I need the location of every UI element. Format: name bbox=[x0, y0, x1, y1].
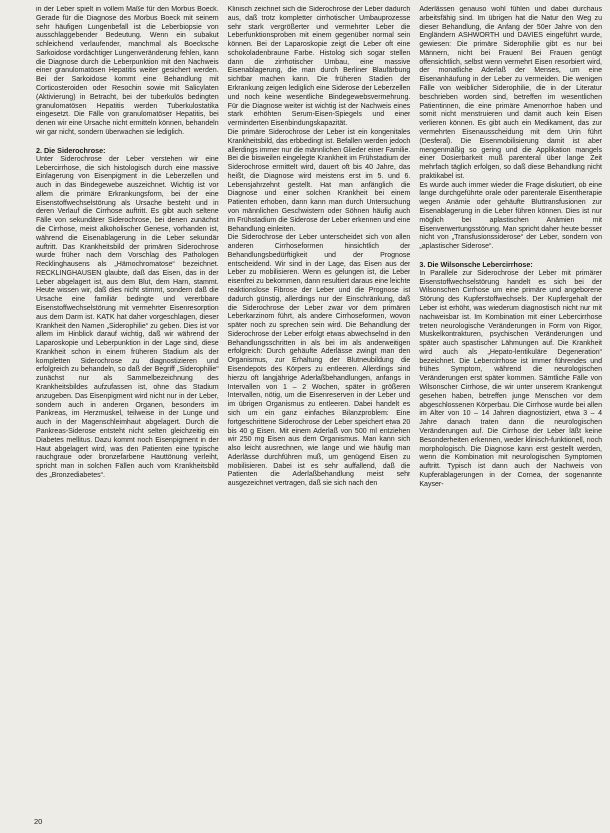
section-heading: 3. Die Wilsonsche Lebercirrhose: bbox=[419, 259, 533, 269]
column-left bbox=[36, 6, 219, 821]
paragraph: Aderlässen genauso wohl fühlen und dabei durchaus arbeitsfähig sind. Im übrigen hat die Natur den Weg zu dieser Behandlung, die Anfang der 50er Jahre von den Engländern ASHWORTH und DAVIES eingeführt wurde, gewiesen: Die primäre Siderophilie gibt es nur bei Männern, nicht bei Frauen! Bei Frauen genügt offensichtlich, selbst wenn vermehrt Eisen resorbiert wird, der monatliche Aderlaß der Menses, um eine Eisenanhäufung in der Leber zu vermeiden. Die wenigen Fälle von weiblicher Siderophilie, die in der Literatur beschrieben worden sind, betreffen im wesentlichen Patientinnen, die eine primäre Amenorrhoe haben und somit nicht menstruieren und damit auch kein Eisen verlieren können. Es gibt auch ein Medikament, das zur vermehrten Eisenausscheidung mit dem Urin führt (Desferal). Die Eisenmobilisierung damit ist aber mengenmäßig so gering und die Applikation mangels einer Dosierbarkeit muß parenteral über lange Zeit mehrfach täglich erfolgen, so daß diese Behandlung nicht praktikabel ist. bbox=[419, 6, 603, 180]
column-middle bbox=[228, 6, 411, 821]
page-number: 20 bbox=[34, 817, 43, 826]
text-columns bbox=[36, 6, 602, 821]
column-right bbox=[419, 6, 602, 821]
paragraph: Klinisch zeichnet sich die Siderochrose der Leber dadurch aus, daß trotz kompletter cirrhotischer Umbauprozesse sehr stark vergrößerter und vermehrter Leber die Leberfunktionsproben mit einem gegenüber normal sein können. Bei der Laparoskopie zeigt die Leber oft eine schokoladenbraune Farbe. Histolog sich sogar stellen dann die zirrhotischer Umbau, eine massive Eisenablagerung, die man durch Berliner Blaufärbung sichtbar machen kann. Die früheren Stadien der Erkrankung zeigen lediglich eine Siderose der Leberzellen und noch keine wesentliche Bindegewebsvermehrung. Für die Diagnose weiter ist wichtig ist der Nachweis eines stark erhöhten Serum-Eisen-Spiegels und einer verminderten Eisenbindungskapazität. bbox=[227, 6, 411, 128]
paragraph: Die primäre Siderochrose der Leber ist ein kongenitales Krankheitsbild, das erbbedingt ist. Befallen werden jedoch allerdings immer nur die männlichen Glieder einer Familie. Bei die bisweilen eingelegte Krankheit im Frühstadium der Siderochrose ermittelt wird, dauert oft bis 40 Jahre, das heißt, die Diagnose wird meistens erst im 5. und 6. Lebensjahrzehnt gestellt. Hat man anfänglich die Diagnose und einer solchen Krankheit bei einem Patienten erhoben, dann kann man durch Untersuchung von männlichen Geschwistern oder Söhnen häufig auch im Frühstadium die Siderose der Leber erkennen und eine Behandlung einleiten. bbox=[227, 128, 411, 233]
paragraph: Es wurde auch immer wieder die Frage diskutiert, ob eine lange durchgeführte orale oder parenterale Eisentherapie wegen Anämie oder gehäufte Bluttransfusionen zur Eisenablagerung in die Leber führen können. Dies ist nur möglich bei aplastischen Anämien mit Eisenverwertungsstörung. Man spricht daher heute besser nicht von „Transfusionssiderose“ der Leber, sondern von „aplastischer Siderose“. bbox=[419, 181, 603, 251]
paragraph: In Parallele zur Siderochrose der Leber mit primärer Eisenstoffwechselstörung handelt es sich bei der Wilsonschen Cirrhose um eine primäre und angeborene Störung des Kupferstoffwechsels. Der Kupfergehalt der Leber ist erhöht, was wiederum diagnostisch nicht nur mit nachweisbar ist. Im Kombination mit einer Lebercirrhose treten neurologische Veränderungen in Form von Rigor, Muskelkontrakturen, psychischen Veränderungen und später auch spastischer Lähmungen auf. Die Krankheit wird auch als „Hepato-lentikuläre Degeneration“ bezeichnet. Die Lebercirrhose ist immer führendes und frühes Symptom, während die neurologischen Veränderungen erst später kommen. Sämtliche Fälle von Wilsonscher Cirrhose, die wir unter unserem Krankengut gesehen haben, betreffen junge Menschen vor dem abgeschlossenen Körperbau. Die Cirrhose wurde bei allen im Alter von 10 – 14 Jahren diagnostiziert, etwa 3 – 4 Jahre danach traten dann die neurologischen Veränderungen auf. Die Cirrhose der Leber läßt keine Besonderheiten erkennen, weder klinisch-funktionell, noch morphologisch. Die Diagnose kann erst gestellt werden, wenn die Kombination mit neurologischen Symptomen auftritt. Typisch ist dann auch der Nachweis von Kupferablagerungen in der Cornea, der sogenannte Kayser- bbox=[419, 269, 603, 488]
paragraph: Unter Siderochrose der Leber verstehen wir eine Lebercirrhose, die sich histologisch durch eine massive Einlagerung von Eisenpigment in die Leberzellen und auch in das Bindegewebe auszeichnet. Wichtig ist vor allem die primäre Erkrankungsform, bei der eine Eisenstoffwechselstörung als Ursache besteht und in deren Verlauf die Cirrhose auftritt. Es gibt auch seltene Fälle von sekundärer Siderochrose, bei denen zunächst die Cirrhose, meist alkoholischer Genese, vorhanden ist, während die Eisenablagerung in die Leber sekundär auftritt. Das Krankheitsbild der primären Siderochrose wurde früher nach dem Vorschlag des Pathologen Recklinghausens als „Hämochromatose“ bezeichnet. RECKLINGHAUSEN glaubte, daß das Eisen, das in der Leber abgelagert ist, aus dem Blut, dem Harn, stammt. Heute wissen wir, daß dies nicht stimmt, sondern daß die Ursache eine familiär bedingte und vererbbare Eisenstoffwechselstörung mit vermehrter Eisenresorption aus dem Darm ist. KATK hat daher vorgeschlagen, dieser Krankheit den Namen „Siderophilie“ zu geben. Dies ist vor allem im Hinblick darauf wichtig, daß wir während der Laparoskopie und Leberpunktion in der Lage sind, diese Krankheit schon in einem früheren Stadium als der kompletten Siderochrose zu diagnostizieren und erfolgreich zu behandeln, so daß der Begriff „Siderophilie“ zunächst nur als Sammelbezeichnung des Krankheitsbildes aufzufassen ist, ohne das Stadium anzugeben. Das Eisenpigment wird nicht nur in der Leber, sondern auch in anderen Organen, besonders im Pankreas, im Herzmuskel, teilweise in der Lunge und auch in der Magenschleimhaut abgelagert. Durch die Pankreas-Siderose entsteht nicht selten gleichzeitig ein Diabetes mellitus. Dazu kommt noch Eisenpigment in der Haut abgelagert wird, was den Patienten eine typische rauchgraue oder bronzefarbene Hauttönung verleiht, spricht man in solchen Fällen auch vom Krankheitsbild des „Bronzediabetes“. bbox=[36, 155, 219, 479]
paragraph: in der Leber spielt in vollem Maße für den Morbus Boeck. Gerade für die Diagnose des Morbus Boeck mit seinem sehr häufigen Lungenbefall ist die Leberbiopsie von ausschlaggebender Bedeutung. Wenn ein subakut schleichend verlaufender, manchmal als Boecksche Sarkoidose vordächtiger Lungenveränderung fehlen, kann die Diagnose durch die Leberpunktion mit den Nachweis einer granulomatösen Hepatitis weiter gesichert werden. Bei der Sarkoidose kommt eine Behandlung mit Corticosteroiden oder Resochin sowie mit Salicylaten (Aktivierung) in Betracht, bei der tuberkulös bedingten granulomatösen Hepatitis werden Tuberkulostatika eingesetzt. Die Fälle von granulomatöser Hepatitis, bei denen wir eine Ursache nicht ermitteln können, behandeln wir gar nicht, sondern überwachen sie lediglich. bbox=[36, 6, 219, 136]
document-page bbox=[36, 6, 602, 821]
paragraph: Die Siderochrose der Leber unterscheidet sich von allen anderen Cirrhoseformen hinsichtlich der Behandlungsbedürftigkeit und der Prognose entscheidend. Wir sind in der Lage, das Eisen aus der Leber zu mobilisieren. Wenn es gelungen ist, die Leber eisenfrei zu bekommen, dann resultiert daraus eine leichte reaktionslose Fibrose der Leber und die Prognose ist dadurch günstig, allerdings nur der Einschränkung, daß die Siderochrose der Leber zwar vor dem primären Leberkarzinom führt, als andere Cirrhoseformen, wovon später noch zu sprechen sein wird. Die Behandlung der Siderochrose der Leber erfolgt etwas abwechselnd in den Behandlungsschritten in als bei im als anderweitigen erfolgreich: Durch gehäufte Aderlässe zwingt man den Organismus, zur Erhaltung der Blutneubildung die Eisendepots des Körpers zu entleeren. Allerdings sind hierzu oft langjährige Aderlaßbehandlungen, anfangs in Intervallen von 1 – 2 Wochen, später in größeren Intervallen, nötig, um die Eisenreserven in der Leber und im übrigen Organismus zu entleeren. Dabei handelt es sich um ein ganz einfaches Bilanzproblem: Eine fortgeschrittene Siderochrose der Leber speichert etwa 20 bis 40 g Eisen. Mit einem Aderlaß von 500 ml entziehen wir 250 mg Eisen aus dem Organismus. Man kann sich also leicht ausrechnen, wie lange und wie häufig man Aderlässe durchführen muß, um genügend Eisen zu mobilisieren. Dabei ist es sehr auffallend, daß die Patienten die Aderlaßbehandlung meist sehr ausgezeichnet vertragen, daß sie sich nach den bbox=[227, 234, 411, 488]
section-heading: 2. Die Siderochrose: bbox=[36, 145, 106, 155]
